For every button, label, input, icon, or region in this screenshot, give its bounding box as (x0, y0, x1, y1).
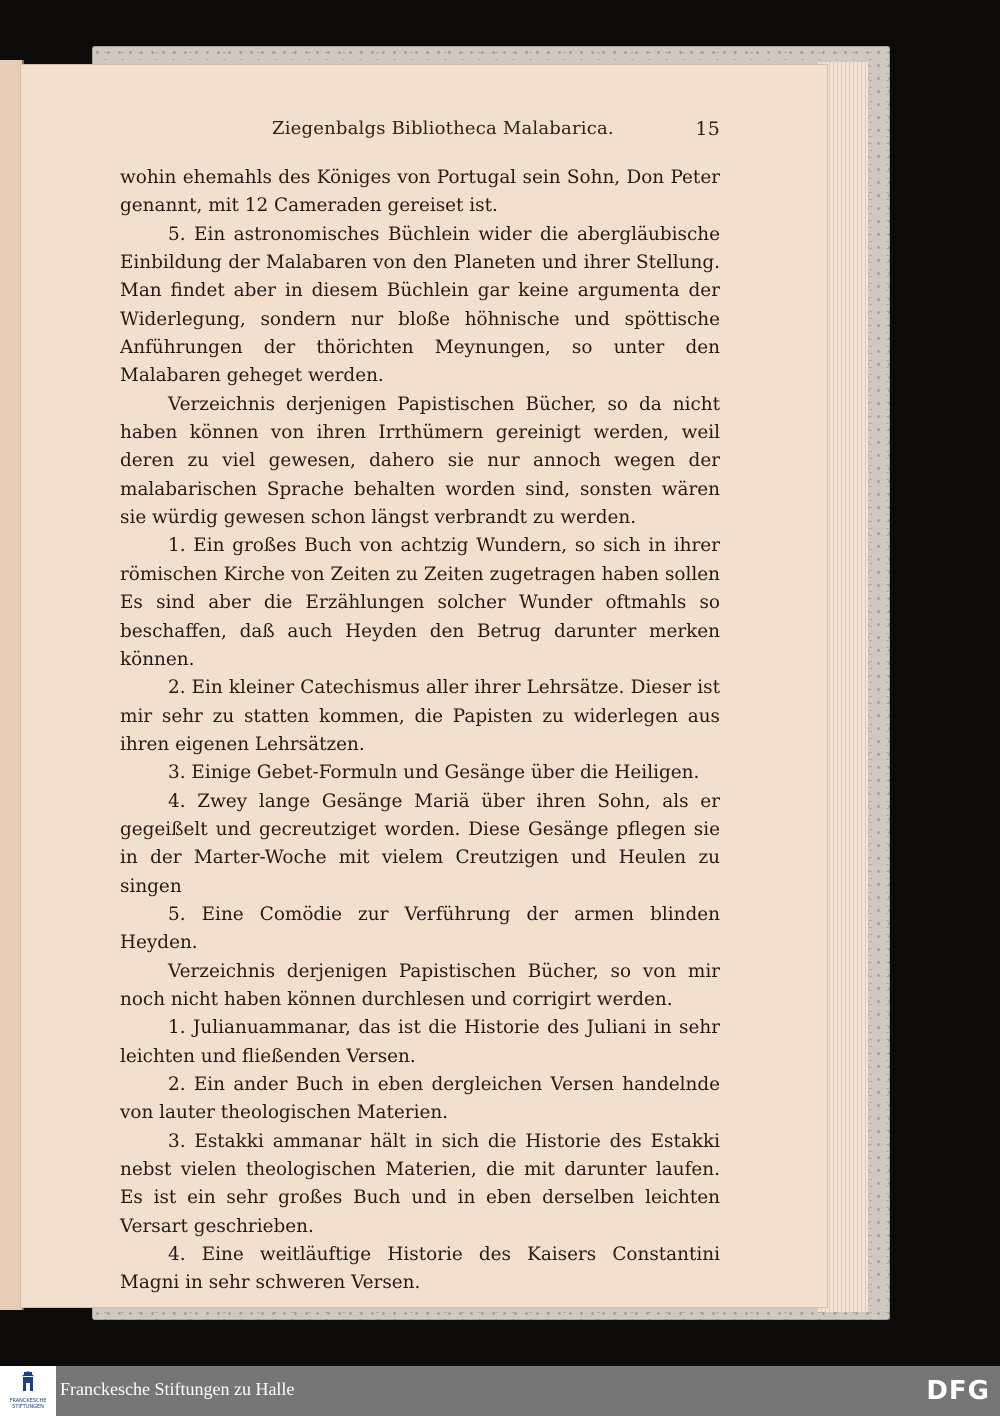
page-number: 15 (695, 118, 720, 140)
paragraph: 4. Eine weitläuftige Historie des Kaisers Constantini Magni in sehr schweren Versen. (120, 1244, 720, 1294)
paragraph: 2. Ein ander Buch in eben dergleichen Versen handelnde von lauter theologischen Materien. (120, 1074, 720, 1124)
paragraph: Verzeichnis derjenigen Papistischen Bücher, so da nicht haben können von ihren Irrthümern gereinigt werden, weil deren zu viel gewesen, dahero sie nur annoch wegen der malabarischen Sprache behalten worden sind, sonsten wären sie würdig gewesen schon längst verbrandt zu werden. (120, 393, 720, 529)
paragraph: Verzeichnis derjenigen Papistischen Bücher, so von mir noch nicht haben können durchlesen und corrigirt werden. (120, 960, 720, 1010)
paragraph: 5. Ein astronomisches Büchlein wider die abergläubische Einbildung der Malabaren von den Planeten und ihrer Stellung. Man findet aber in diesem Büchlein gar keine argumenta der Widerlegung, sondern nur bloße höhnische und spöttische Anführungen der thörichten Meynungen, so unter den Malabaren geheget werden. (120, 223, 720, 387)
paragraph: 1. Julianuammanar, das ist die Historie des Juliani in sehr leichten und fließenden Versen. (120, 1017, 720, 1067)
paragraph: 5. Eine Comödie zur Verführung der armen blinden Heyden. (120, 903, 720, 954)
running-title: Ziegenbalgs Bibliotheca Malabarica. (272, 118, 614, 139)
paragraph: 3. Einige Gebet-Formuln und Gesänge über die Heiligen. (168, 762, 700, 784)
running-head (272, 118, 720, 148)
institution-name[interactable]: Franckesche Stiftungen zu Halle (60, 1379, 295, 1399)
paragraph: 1. Ein großes Buch von achtzig Wundern, so sich in ihrer römischen Kirche von Zeiten zu Zeiten zugetragen haben sollen Es sind aber die Erzählungen solcher Wunder oftmahls so beschaffen, daß auch Heyden den Betrug darunter merken können. (120, 535, 720, 670)
page-text (120, 164, 720, 1298)
paragraph: wohin ehemahls des Königes von Portugal sein Sohn, Don Peter genannt, mit 12 Cameraden gereiset ist. (120, 167, 720, 217)
institution-logo[interactable] (0, 1366, 56, 1416)
logo-text: FRANCKESCHE STIFTUNGEN (9, 1398, 47, 1410)
paragraph: 4. Zwey lange Gesänge Mariä über ihren Sohn, als er gegeißelt und gecreutziget worden. Diese Gesänge pflegen sie in der Marter-Woche mit vielem Creutzigen und Heulen zu singen (120, 790, 720, 897)
footer-bar (0, 1366, 1000, 1416)
paragraph: 2. Ein kleiner Catechismus aller ihrer Lehrsätze. Dieser ist mir sehr zu statten kommen, die Papisten zu widerlegen aus ihren eigenen Lehrsätzen. (120, 677, 720, 755)
dfg-logo[interactable]: DFG (926, 1376, 990, 1406)
paragraph: 3. Estakki ammanar hält in sich die Historie des Estakki nebst vielen theologischen Materien, die mit darunter laufen. Es ist ein sehr großes Buch und in eben derselben leichten Versart geschrieben. (120, 1130, 720, 1237)
foundation-building-icon (0, 1366, 56, 1398)
